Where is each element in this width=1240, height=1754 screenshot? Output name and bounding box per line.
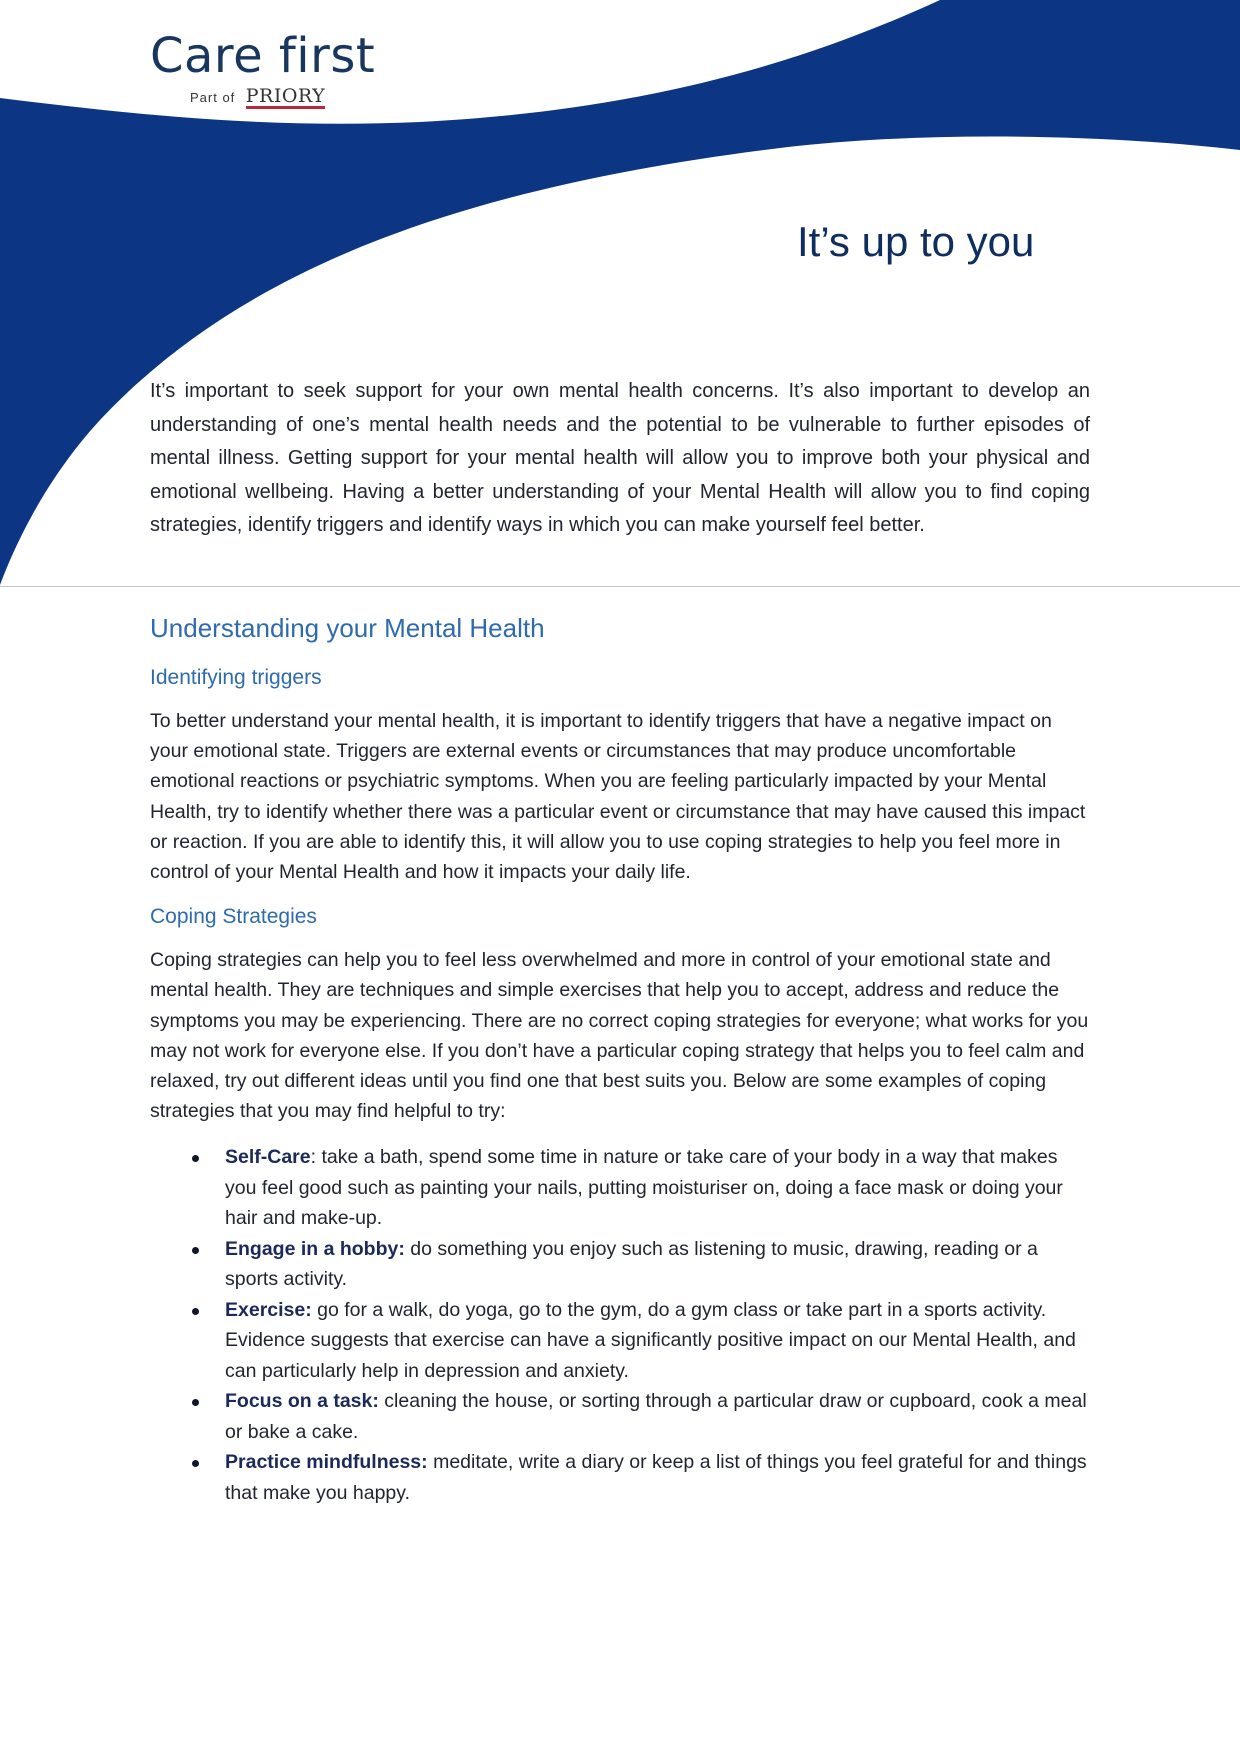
triggers-heading: Identifying triggers	[150, 666, 322, 689]
strategy-term: Practice mindfulness:	[225, 1451, 428, 1474]
section-heading: Understanding your Mental Health	[150, 613, 545, 643]
bullet-icon	[192, 1155, 199, 1162]
section-divider	[0, 586, 1240, 587]
list-item	[150, 1142, 1090, 1234]
list-item	[150, 1295, 1090, 1387]
main-content	[150, 608, 1090, 1508]
bullet-icon	[192, 1460, 199, 1467]
coping-paragraph: Coping strategies can help you to feel less overwhelmed and more in control of your emotional state and mental health. They are techniques and simple exercises that help you to accept, address and reduce the symptoms you may be experiencing. There are no correct coping strategies for everyone; what works for you may not work for everyone else. If you don’t have a particular coping strategy that helps you to feel calm and relaxed, try out different ideas until you find one that best suits you. Below are some examples of coping strategies that you may find helpful to try:	[150, 949, 1089, 1123]
coping-heading: Coping Strategies	[150, 905, 317, 929]
care-first-logo	[150, 28, 375, 110]
list-item	[150, 1447, 1090, 1508]
priory-logo: PRIORY	[245, 85, 326, 107]
strategy-term: Exercise:	[225, 1298, 312, 1321]
bullet-icon	[192, 1308, 199, 1315]
bullet-icon	[192, 1247, 199, 1254]
logo-tagline	[190, 86, 375, 110]
strategy-term: Focus on a task:	[225, 1390, 379, 1413]
list-item	[150, 1386, 1090, 1447]
page-title: It’s up to you	[797, 218, 1035, 265]
bullet-icon	[192, 1399, 199, 1406]
strategy-text: do something you enjoy such as listening to music, drawing, reading or a sports activity.	[225, 1237, 1038, 1291]
strategy-term: Self-Care	[225, 1146, 311, 1169]
strategy-text: : take a bath, spend some time in nature or take care of your body in a way that makes you feel good such as painting your nails, putting moisturiser on, doing a face mask or doing your hair and make-up.	[225, 1146, 1063, 1230]
strategy-text: cleaning the house, or sorting through a particular draw or cupboard, cook a meal or bake a cake.	[225, 1390, 1087, 1443]
logo-wordmark: Care first	[150, 28, 376, 84]
strategy-text: meditate, write a diary or keep a list of things you feel grateful for and things that make you happy.	[225, 1451, 1087, 1504]
logo-part-of: Part of	[190, 90, 236, 105]
triggers-paragraph: To better understand your mental health, it is important to identify triggers that have a negative impact on your emotional state. Triggers are external events or circumstances that may produce uncomfortable emotional reactions or psychiatric symptoms. When you are feeling particularly impacted by your Mental Health, try to identify whether there was a particular event or circumstance that may have caused this impact or reaction. If you are able to identify this, it will allow you to use coping strategies to help you feel more in control of your Mental Health and how it impacts your daily life.	[150, 710, 1086, 884]
coping-strategies-list	[150, 1142, 1090, 1508]
list-item	[150, 1234, 1090, 1295]
intro-paragraph: It’s important to seek support for your own mental health concerns. It’s also important to develop an understanding of one’s mental health needs and the potential to be vulnerable to further episodes of mental illness. Getting support for your mental health will allow you to improve both your physical and emotional wellbeing. Having a better understanding of your Mental Health will allow you to find coping strategies, identify triggers and identify ways in which you can make yourself feel better.	[150, 380, 1090, 536]
strategy-term: Engage in a hobby:	[225, 1237, 405, 1260]
strategy-text: go for a walk, do yoga, go to the gym, do a gym class or take part in a sports activity. Evidence suggests that exercise can have a significantly positive impact on our Mental Health, and can particularly help in depression and anxiety.	[225, 1298, 1076, 1382]
